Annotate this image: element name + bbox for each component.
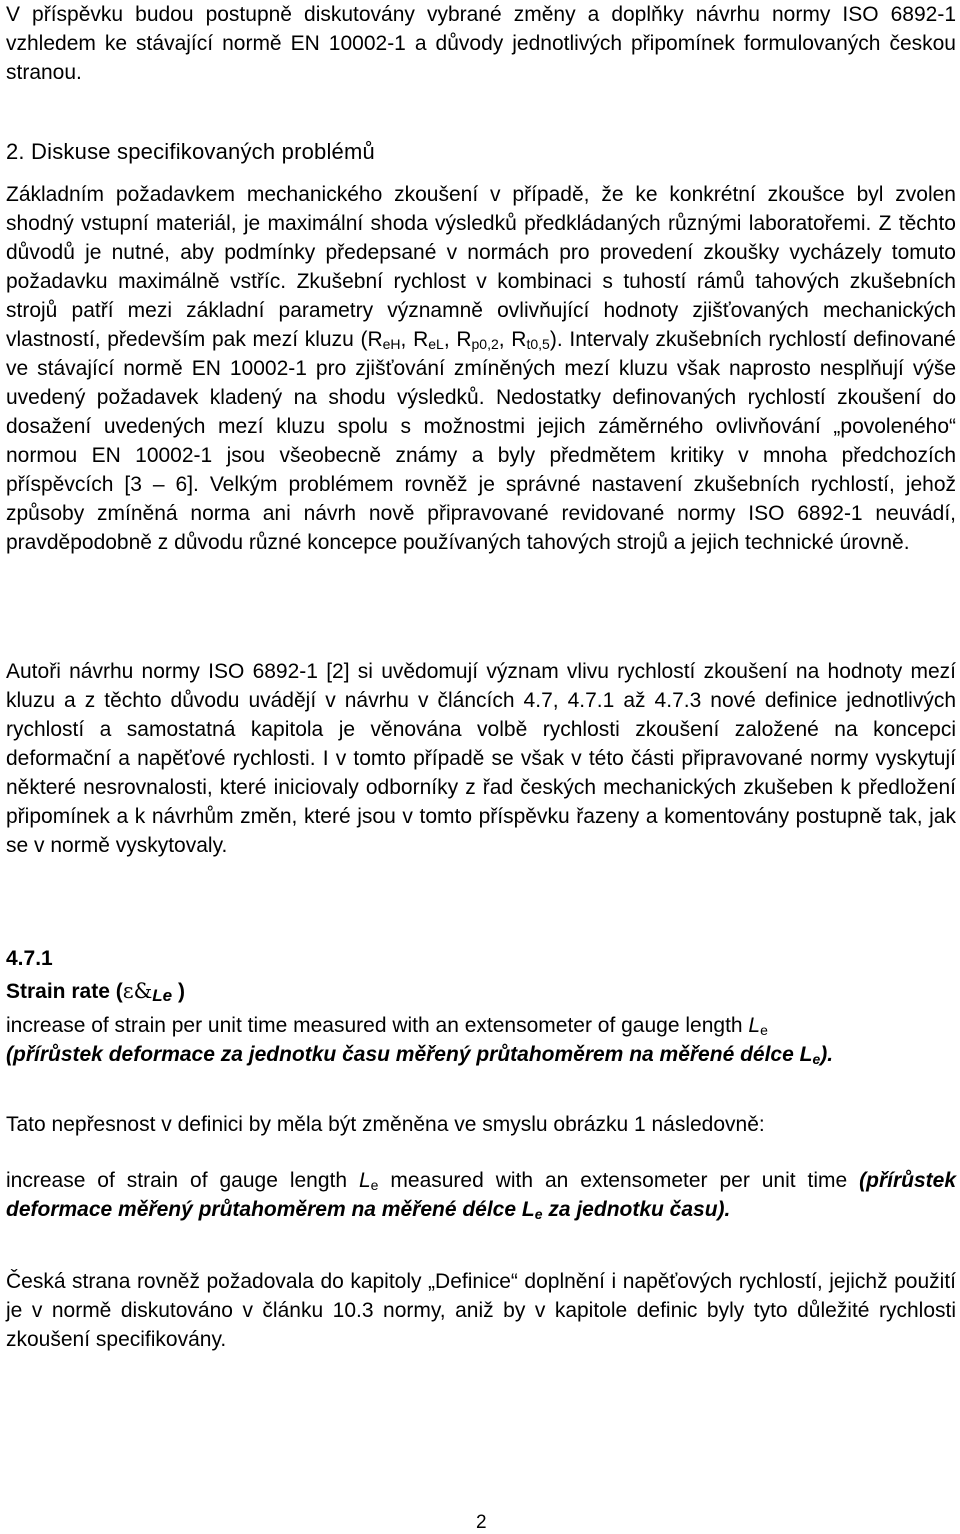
revised-definition-en-end: measured with an extensometer per unit time	[378, 1169, 860, 1192]
definition-number: 4.7.1	[6, 947, 53, 970]
page-number: 2	[476, 1512, 487, 1533]
definition-title-text: Strain rate (	[6, 980, 123, 1003]
separator: , R	[498, 328, 527, 351]
gauge-length-subscript: e	[812, 1051, 821, 1067]
subscript-p02: p0,2	[471, 336, 499, 352]
gauge-length-symbol: L	[799, 1043, 813, 1066]
note-paragraph: Tato nepřesnost v definici by měla být změněna ve smyslu obrázku 1 následovně:	[6, 1113, 765, 1136]
body-paragraph-3: Česká strana rovněž požadovala do kapitoly „Definice“ doplnění i napěťových rychlostí, jejichž použití je v normě diskutováno v článku 10.3 normy, aniž by v kapitole definic byly tyto důležité rychlosti zkoušení specifikovány.	[6, 1270, 956, 1351]
gauge-length-symbol: L	[521, 1198, 535, 1221]
paragraph-text: ). Intervaly zkušebních rychlostí definované ve stávající normě EN 10002-1 pro zjišťování zmíněných mezí kluzu však naprosto nesplňují výše uvedený požadavek kladený na shodu výsledků. Nedostatky definovaných rychlostí zkoušení do dosažení uvedených mezí kluzu spolu s možnostmi jejich záměrného ovlivňování „povoleného“ normou EN 10002-1 jsou všeobecně známy a byly předmětem kritiky v mnoha předchozích příspěvcích [3 – 6]. Velkým problémem rovněž je správné nastavení zkušebních rychlostí, jehož způsoby zmíněná norma ani návrh nově připravované revidované normy ISO 6892-1 neuvádí, pravděpodobně z důvodu různé koncepce používaných tahových strojů a jejich technické úrovně.	[6, 328, 956, 554]
gauge-length-symbol: L	[358, 1169, 371, 1192]
body-paragraph-2: Autoři návrhu normy ISO 6892-1 [2] si uvědomují význam vlivu rychlostí zkoušení na hodnoty mezí kluzu a z těchto důvodu uvádějí v návrhu v článcích 4.7, 4.7.1 až 4.7.3 nové definice jednotlivých rychlostí a samostatná kapitola je věnována volbě rychlosti zkoušení založené na koncepci deformační a napěťové rychlosti. I v tomto případě se však v této části připravované normy vyskytují některé nesrovnalosti, které iniciovaly odborníky z řad českých mechanických zkušeben k předložení připomínek a k návrhům změn, které jsou v tomto příspěvku řazeny a komentovány postupně tak, jak se v normě vyskytovaly.	[6, 660, 956, 857]
definition-title	[6, 976, 185, 1007]
separator: , R	[443, 328, 472, 351]
revised-definition-cz: (přírůstek deformace měřený průtahoměrem na měřené délce	[6, 1169, 957, 1221]
definition-title-close: )	[172, 980, 185, 1003]
revised-definition-cz-end: za jednotku času).	[542, 1198, 731, 1221]
separator: , R	[400, 328, 429, 351]
revised-definition-text	[6, 1166, 956, 1224]
subscript-eH: eH	[382, 336, 401, 352]
gauge-length-symbol: L	[748, 1014, 761, 1037]
strain-rate-symbol: ε&	[122, 979, 153, 1003]
paragraph-text: Základním požadavkem mechanického zkoušení v případě, že ke konkrétní zkoušce byl zvolen shodný vstupní materiál, je maximální shoda výsledků předkládaných různými laboratořemi. Z těchto důvodů je nutné, aby podmínky předepsané v normách pro provedení zkoušky vycházely tomuto požadavku maximálně vstříc. Zkušební rychlost v kombinaci s tuhostí rámů tahových zkušebních strojů patří mezi základní parametry významně ovlivňující hodnoty zjišťovaných mechanických vlastností, především pak mezí kluzu (R	[6, 183, 956, 351]
strain-rate-symbol-subscript: Le	[152, 986, 173, 1005]
subscript-eL: eL	[428, 336, 444, 352]
revised-definition-en: increase of strain of gauge length	[6, 1169, 359, 1192]
subscript-t05: t0,5	[526, 336, 550, 352]
gauge-length-subscript: e	[534, 1206, 543, 1222]
gauge-length-subscript: e	[370, 1177, 379, 1193]
definition-text	[6, 1011, 956, 1069]
definition-en: increase of strain per unit time measured with an extensometer of gauge length	[6, 1014, 749, 1037]
section-heading: 2. Diskuse specifikovaných problémů	[6, 139, 375, 164]
body-paragraph-1	[6, 180, 956, 557]
intro-paragraph: V příspěvku budou postupně diskutovány vybrané změny a doplňky návrhu normy ISO 6892-1 vzhledem ke stávající normě EN 10002-1 a důvody jednotlivých připomínek formulovaných českou stranou.	[6, 3, 956, 84]
definition-cz-end: ).	[820, 1043, 834, 1066]
gauge-length-subscript: e	[760, 1022, 768, 1038]
definition-cz: (přírůstek deformace za jednotku času měřený průtahoměrem na měřené délce	[6, 1043, 800, 1066]
